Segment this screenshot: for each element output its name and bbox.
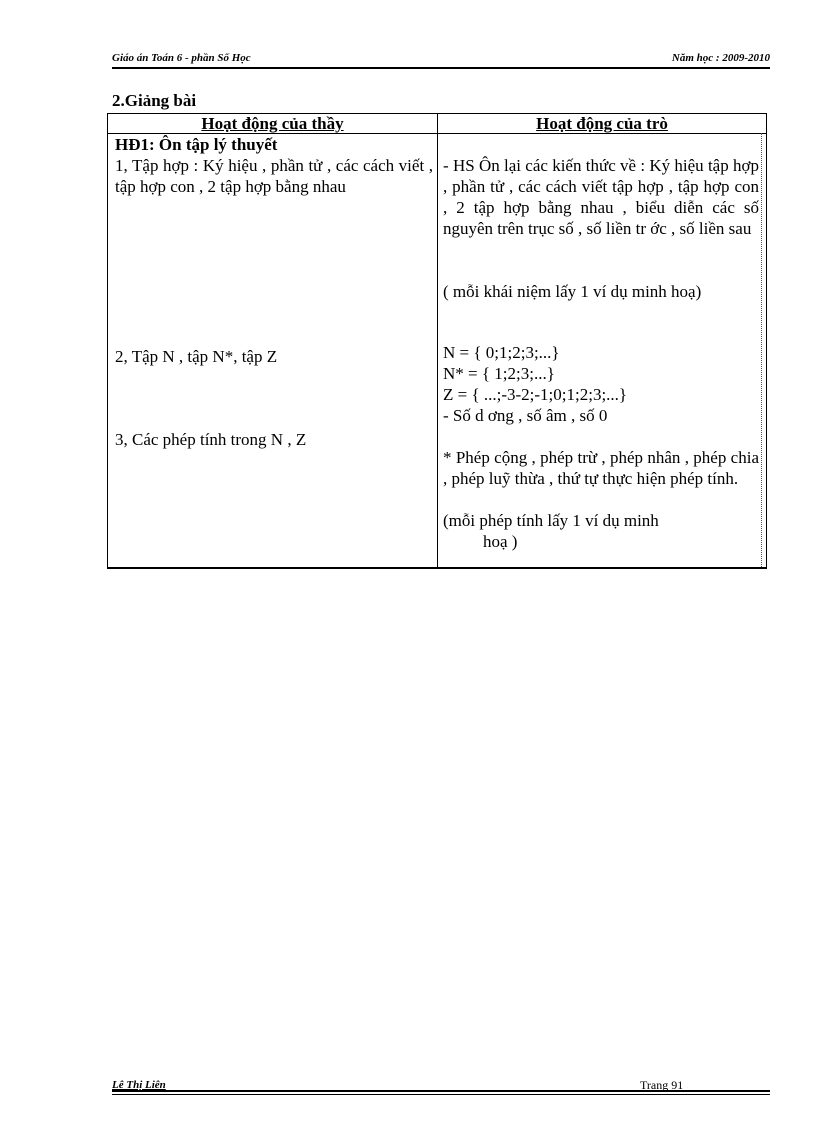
footer-rule: [112, 1090, 770, 1092]
student-set-n: N = { 0;1;2;3;...}: [443, 343, 560, 362]
student-operations-example: (mỗi phép tính lấy 1 ví dụ minh: [443, 511, 659, 530]
teacher-item-2: 2, Tập N , tập N*, tập Z: [115, 347, 278, 366]
student-set-n-star: N* = { 1;2;3;...}: [443, 364, 555, 383]
activity-table: [107, 113, 767, 569]
student-sign-types: - Số d ơng , số âm , số 0: [443, 406, 608, 425]
teacher-column-header: Hoạt động của thầy: [201, 114, 344, 133]
header-school-year: Năm học : 2009-2010: [671, 52, 770, 64]
section-title: 2.Giảng bài: [112, 91, 197, 110]
student-operations-example-end: hoạ ): [483, 532, 518, 551]
student-item-1-example: ( mỗi khái niệm lấy 1 ví dụ minh hoạ): [443, 282, 702, 301]
footer-rule-thin: [112, 1094, 770, 1095]
table-column-divider: [437, 113, 438, 567]
header-rule: [112, 67, 770, 69]
teacher-item-1: 1, Tập hợp : Ký hiệu , phần tử , các cách viết , tập hợp con , 2 tập hợp bằng nhau: [115, 156, 433, 196]
teacher-item-3: 3, Các phép tính trong N , Z: [115, 430, 307, 449]
footer-page-number: Trang 91: [640, 1078, 684, 1092]
student-set-z: Z = { ...;-3-2;-1;0;1;2;3;...}: [443, 385, 628, 404]
student-column-header: Hoạt động của trò: [536, 114, 668, 133]
student-item-1: - HS Ôn lại các kiến thức về : Ký hiệu tập hợp , phần tử , các cách viết tập hợp , tập hợp con , 2 tập hợp bằng nhau , biểu diễn các số nguyên trên trục số , số liền tr ớc , số liền sau: [443, 156, 759, 238]
header-course-title: Giáo án Toán 6 - phần Số Học: [112, 52, 251, 64]
table-inner-right-border: [761, 133, 762, 567]
hd1-title: HĐ1: Ôn tập lý thuyết: [115, 135, 278, 154]
footer-author: Lê Thị Liên: [112, 1079, 166, 1091]
page-header: [112, 52, 770, 68]
student-operations: * Phép cộng , phép trừ , phép nhân , phép chia , phép luỹ thừa , thứ tự thực hiện phép tính.: [443, 448, 759, 488]
